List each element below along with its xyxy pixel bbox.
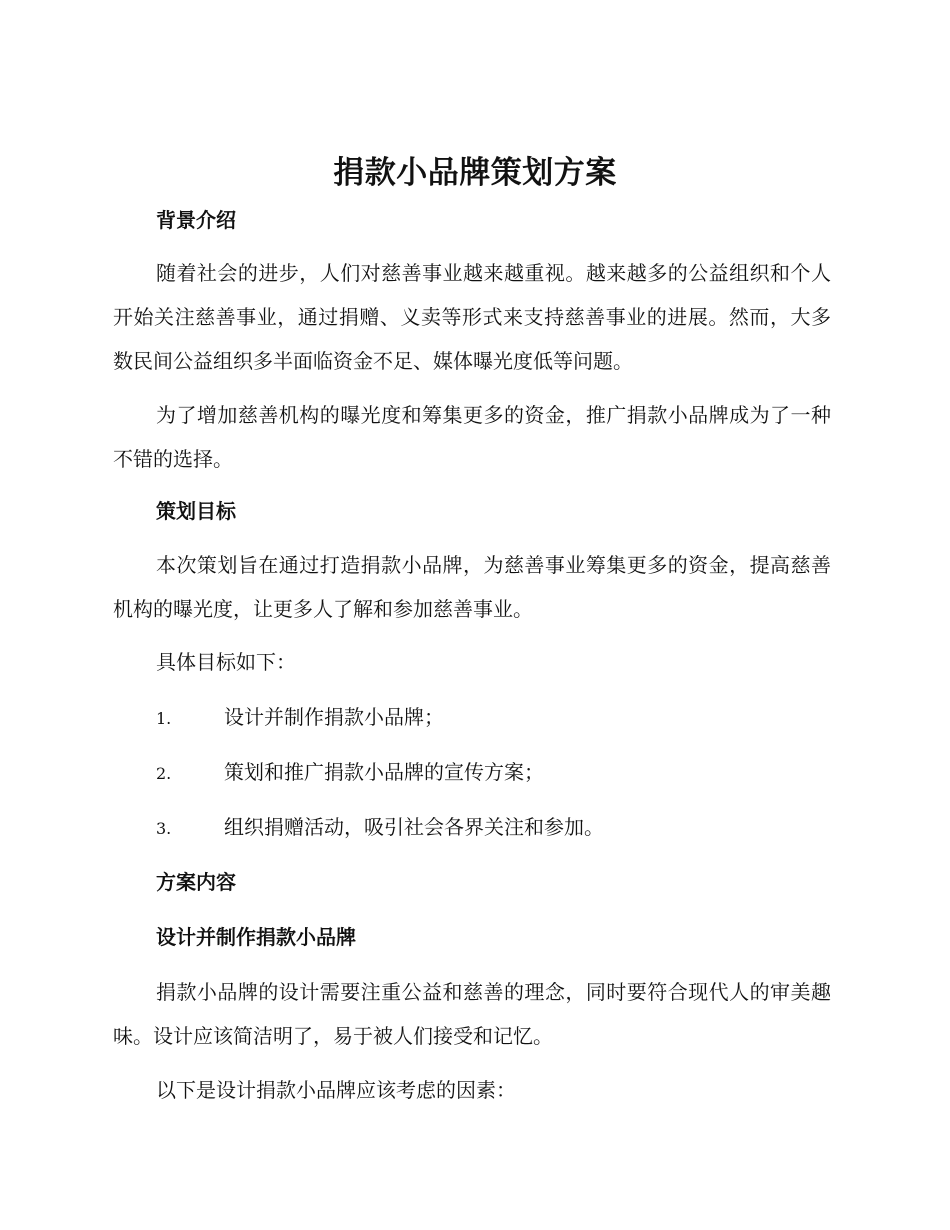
section-heading-content: 方案内容 (156, 870, 236, 894)
list-text: 策划和推广捐款小品牌的宣传方案； (224, 760, 544, 784)
section-heading-goal: 策划目标 (156, 499, 236, 523)
list-number: 2. (156, 764, 172, 783)
section-heading-background: 背景介绍 (156, 208, 236, 232)
list-text: 设计并制作捐款小品牌； (224, 705, 444, 729)
list-item (156, 702, 444, 734)
goal-paragraph-1: 本次策划旨在通过打造捐款小品牌，为慈善事业筹集更多的资金，提高慈善机构的曝光度，让更多人了解和参加慈善事业。 (113, 553, 831, 621)
subsection-heading-design: 设计并制作捐款小品牌 (156, 925, 356, 949)
list-item (156, 812, 604, 844)
list-number: 3. (156, 819, 172, 838)
background-paragraph-1: 随着社会的进步，人们对慈善事业越来越重视。越来越多的公益组织和个人开始关注慈善事业，通过捐赠、义卖等形式来支持慈善事业的进展。然而，大多数民间公益组织多半面临资金不足、媒体曝光度低等问题。 (113, 261, 831, 373)
list-number: 1. (156, 709, 172, 728)
list-item (156, 757, 544, 789)
design-paragraph-1: 捐款小品牌的设计需要注重公益和慈善的理念，同时要符合现代人的审美趣味。设计应该简洁明了，易于被人们接受和记忆。 (113, 980, 831, 1048)
list-text: 组织捐赠活动，吸引社会各界关注和参加。 (224, 815, 604, 839)
document-title: 捐款小品牌策划方案 (333, 155, 617, 191)
goal-list-intro: 具体目标如下： (156, 650, 296, 674)
design-factors-intro: 以下是设计捐款小品牌应该考虑的因素： (156, 1078, 516, 1102)
background-paragraph-2: 为了增加慈善机构的曝光度和筹集更多的资金，推广捐款小品牌成为了一种不错的选择。 (113, 403, 831, 471)
